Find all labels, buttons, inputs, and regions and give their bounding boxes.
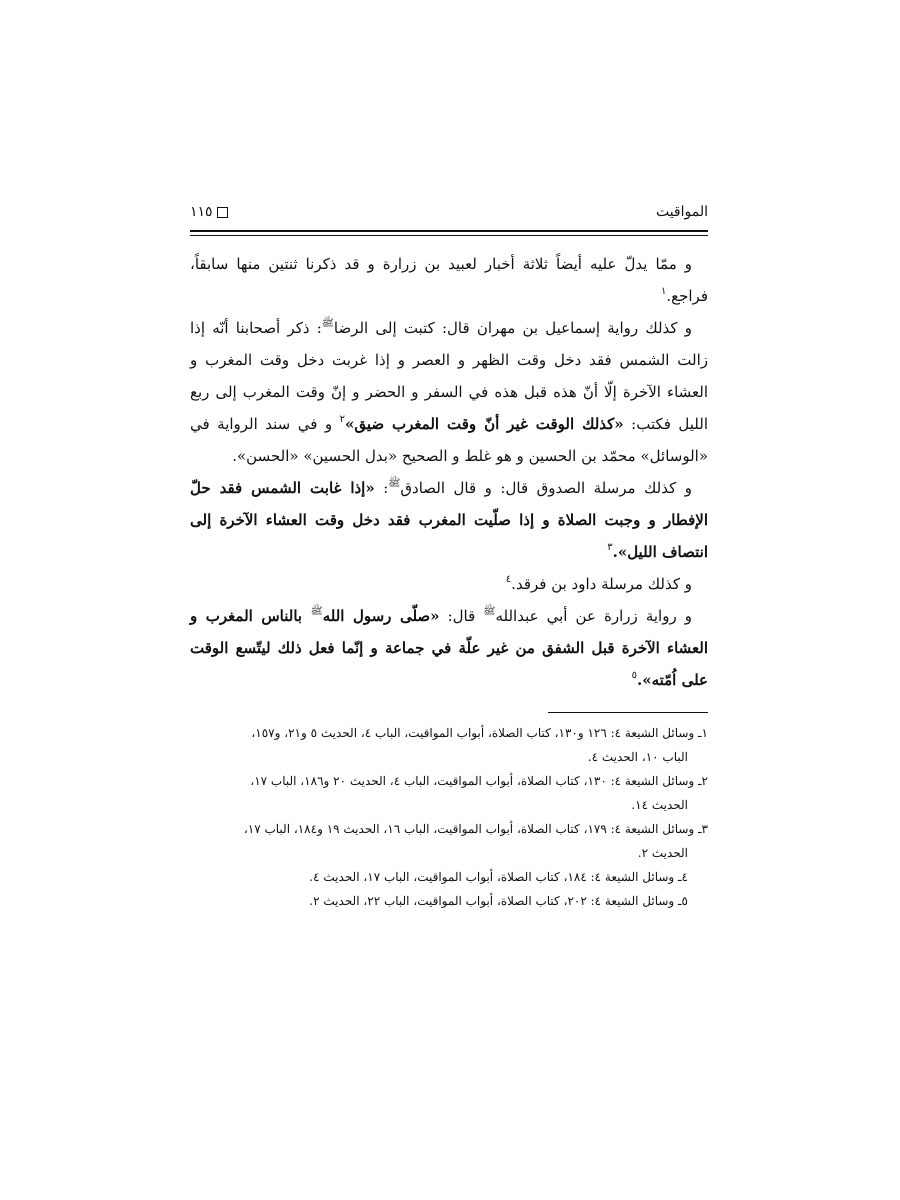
book-page: [190, 200, 708, 913]
paragraph-text: و كذلك مرسلة داود بن فرقد.: [511, 575, 692, 593]
paragraph-text: :: [374, 479, 389, 497]
header-rule-thick: [190, 230, 708, 232]
paragraph-text: و في سند الرواية في «الوسائل» محمّد بن الحسين و هو غلط و الصحيح «بدل الحسين» «الحسن».: [190, 415, 708, 465]
page-number-text: ١١٥: [190, 204, 213, 220]
quoted-text: «كذلك الوقت غير أنّ وقت المغرب ضيق»: [344, 415, 624, 433]
footnote-1: [190, 721, 708, 769]
paragraph-text: : ذكر أصحابنا أنّه إذا زالت الشمس فقد دخل وقت الظهر و العصر و إذا غربت دخل وقت المغرب و العشاء الآخرة إلّا أنّ هذه قبل هذه في السفر و الحضر و إنّ وقت المغرب إلى ربع الليل فكتب:: [190, 319, 708, 433]
footnote-ref[interactable]: ١: [660, 286, 667, 297]
paragraph-text: و كذلك رواية إسماعيل بن مهران قال: كتبت إلى الرضا: [333, 319, 692, 337]
honorific-glyph: ﷺ: [388, 478, 401, 489]
quoted-text: «صلّى رسول الله: [322, 607, 440, 625]
footnote-text: ٥ـ وسائل الشيعة ٤: ٢٠٢، كتاب الصلاة، أبواب المواقيت، الباب ٢٢، الحديث ٢.: [309, 894, 688, 908]
footnotes: [190, 721, 708, 913]
square-ornament-icon: [217, 207, 228, 218]
paragraph-2: [190, 312, 708, 472]
footnote-2: [190, 769, 708, 817]
paragraph-1: [190, 248, 708, 312]
quoted-text: «إذا غابت الشمس فقد حلّ الإفطار و وجبت الصلاة و إذا صلّيت المغرب فقد دخل وقت العشاء الآخرة إلى انتصاف الليل».: [190, 479, 708, 561]
quoted-text: بالناس المغرب و العشاء الآخرة قبل الشفق من غير علّة في جماعة و إنّما فعل ذلك ليتّسع الوقت على اُمّته».: [190, 607, 708, 689]
page-number: [190, 204, 228, 220]
footnote-text: ٣ـ وسائل الشيعة ٤: ١٧٩، كتاب الصلاة، أبواب المواقيت، الباب ١٦، الحديث ١٩ و١٨٤، الباب ١٧،: [243, 822, 708, 836]
footnote-5: [190, 889, 708, 913]
paragraph-4: [190, 568, 708, 600]
footnote-3: [190, 817, 708, 865]
paragraph-text: و كذلك مرسلة الصدوق قال: و قال الصادق: [400, 479, 692, 497]
honorific-glyph: ﷺ: [321, 318, 334, 329]
footnote-separator: [548, 712, 708, 713]
chapter-title: المواقيت: [655, 204, 708, 220]
footnote-text-cont: الحديث ١٤.: [631, 798, 688, 812]
footnote-4: [190, 865, 708, 889]
paragraph-text: و رواية زرارة عن أبي عبدالله: [495, 607, 693, 625]
honorific-glyph: ﷺ: [483, 606, 496, 617]
paragraph-text: و ممّا يدلّ عليه أيضاً ثلاثة أخبار لعبيد بن زرارة و قد ذكرنا ثنتين منها سابقاً، فراجع.: [190, 255, 708, 305]
footnote-ref[interactable]: ٥: [631, 670, 637, 681]
footnote-ref[interactable]: ٢: [339, 414, 345, 425]
footnote-text-cont: الحديث ٢.: [637, 846, 688, 860]
footnote-text-cont: الباب ١٠، الحديث ٤.: [587, 750, 688, 764]
main-text: [190, 248, 708, 696]
honorific-glyph: ﷺ: [310, 606, 323, 617]
paragraph-3: [190, 472, 708, 568]
footnote-text: ٤ـ وسائل الشيعة ٤: ١٨٤، كتاب الصلاة، أبواب المواقيت، الباب ١٧، الحديث ٤.: [309, 870, 688, 884]
paragraph-text: قال:: [439, 607, 484, 625]
header-rule-thin: [190, 235, 708, 236]
paragraph-5: [190, 600, 708, 696]
footnote-text: ٢ـ وسائل الشيعة ٤: ١٣٠، كتاب الصلاة، أبواب المواقيت، الباب ٤، الحديث ٢٠ و١٨٦، الباب ١٧،: [250, 774, 708, 788]
footnote-ref[interactable]: ٤: [505, 574, 512, 585]
running-header: [190, 200, 708, 230]
footnote-ref[interactable]: ٣: [607, 542, 613, 553]
footnote-text: ١ـ وسائل الشيعة ٤: ١٢٦ و١٣٠، كتاب الصلاة، أبواب المواقيت، الباب ٤، الحديث ٥ و٢١، و١٥٧،: [251, 726, 708, 740]
